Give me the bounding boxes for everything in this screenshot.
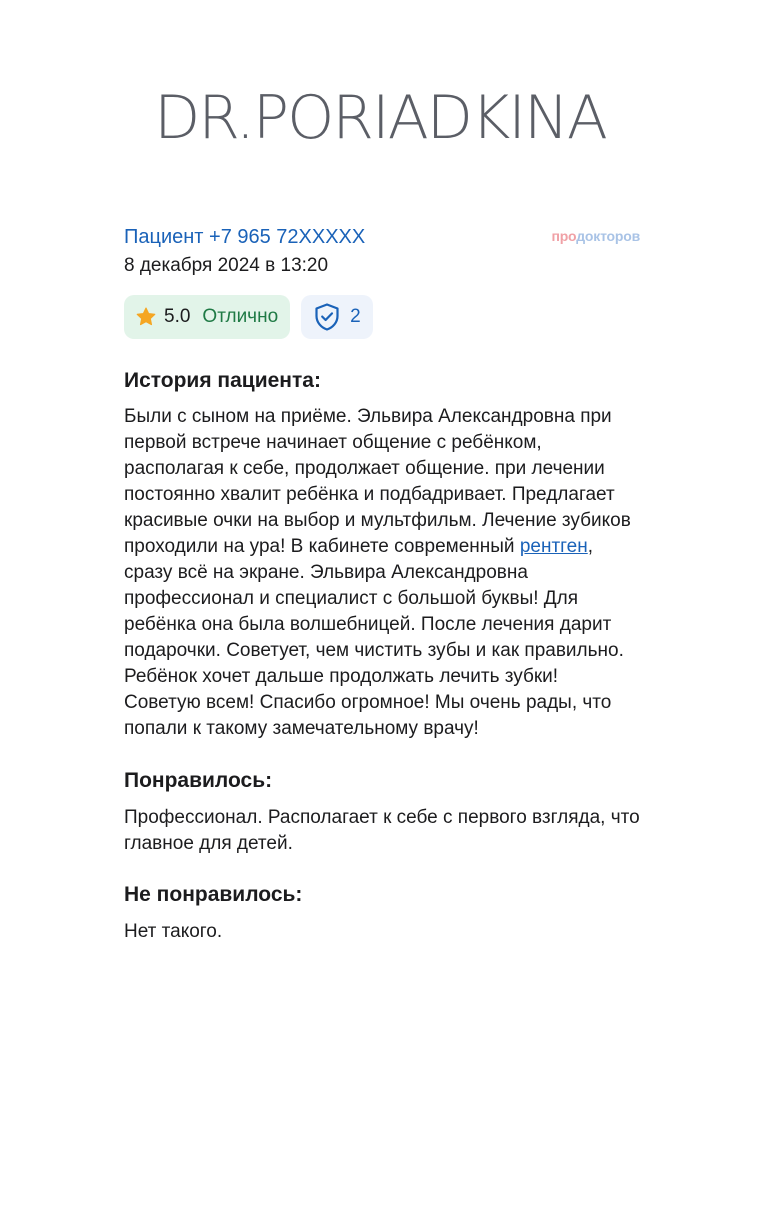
story-title: История пациента: <box>124 369 321 392</box>
review-badges <box>124 295 640 339</box>
story-text <box>124 404 640 742</box>
logo-part-doctors: докторов <box>576 228 640 244</box>
verification-count: 2 <box>350 306 361 327</box>
logo-part-pro: про <box>551 228 577 244</box>
rating-badge <box>124 295 290 339</box>
rating-label: Отлично <box>202 306 279 327</box>
site-logo: DR.PORIADKINA <box>154 83 606 153</box>
story-text-part1: Были с сыном на приёме. Эльвира Александровна при первой встрече начинает общение с ребёнком, располагая к себе, продолжает общение. при лечении постоянно хвалит ребёнка и подбадривает. Предлагает красивые очки на выбор и мультфильм. Лечение зубиков проходили на ура! В кабинете современный <box>124 406 631 557</box>
disliked-text: Нет такого. <box>124 921 223 942</box>
shield-check-icon <box>313 302 341 332</box>
story-text-part2: , сразу всё на экране. Эльвира Александровна профессионал и специалист с большой буквы! Для ребёнка она была волшебницей. После лечения дарит подарочки. Советует, чем чистить зубы и как правильно. Ребёнок хочет дальше продолжать лечить зубки! Советую всем! Спасибо огромное! Мы очень рады, что попали к такому замечательному врачу! <box>124 536 624 739</box>
review-date: 8 декабря 2024 в 13:20 <box>124 255 329 276</box>
disliked-title: Не понравилось: <box>124 883 303 906</box>
liked-title: Понравилось: <box>124 769 273 792</box>
review-author: Пациент +7 965 72XXXXX <box>124 226 366 248</box>
verification-badge[interactable] <box>301 295 373 339</box>
rating-value: 5.0 <box>164 306 191 327</box>
review-card <box>124 222 640 945</box>
xray-link[interactable]: рентген <box>519 536 588 557</box>
prodoctorov-logo[interactable] <box>551 226 640 246</box>
star-icon <box>135 306 157 328</box>
review-header <box>124 222 640 252</box>
liked-text: Профессионал. Располагает к себе с первого взгляда, что главное для детей. <box>124 807 640 854</box>
